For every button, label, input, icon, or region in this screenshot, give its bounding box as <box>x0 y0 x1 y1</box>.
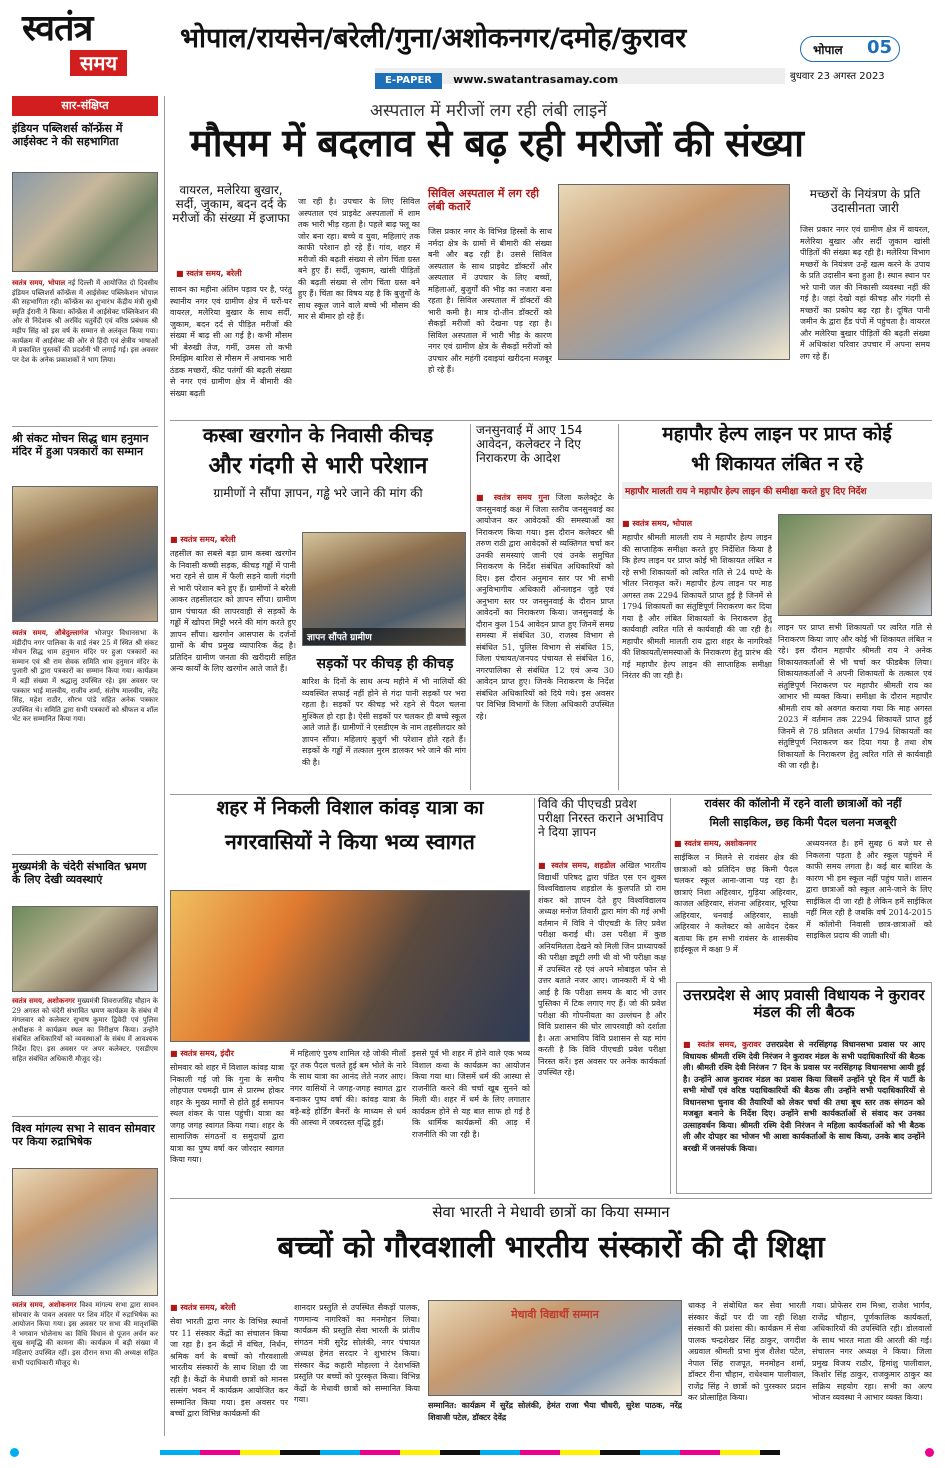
sidebar-item-dateline: स्वतंत्र समय, अशोकनगर <box>12 996 75 1005</box>
sidebar-item-dateline: स्वतंत्र समय, औबेदुल्लागंज <box>12 628 89 637</box>
kanwar-col-2: में महिलाएं पुरुष शामिल रहे जोकी मीलों दूर तक पैदल चलते हुई बम भोले के नारे के साथ यात्रा का आनंद लेते नजर आए। नगर वासियों ने जगह-जगह स्वागत द्वार बनाकर पुष्प वर्षा की। कांवड़ यात्रा के बड़े-बड़े होर्डिंग बैनरों के माध्यम से धर्म की आस्था में जबरदस्त वृद्धि हुई। <box>290 1049 406 1127</box>
lead-photo <box>558 184 790 360</box>
kasba-deck: ग्रामीणों ने सौंपा ज्ञापन, गड्ढे भरे जाने की मांग की <box>213 486 423 501</box>
sidebar-item <box>12 122 158 422</box>
mahapaur-col-2: लाइन पर प्राप्त सभी शिकायतों पर त्वरित गति से निराकरण किया जाए और कोई भी शिकायत लंबित न रहे। इस दौरान महापौर श्रीमती राय ने अनेक शिकायतकर्ताओं से भी चर्चा कर फीडबैक लिया। शिकायतकर्ताओं ने अपनी शिकायतों के तत्काल एवं संतुष्टिपूर्ण निराकरण पर महापौर श्रीमती राय का आभार भी व्यक्त किया। समीक्षा के दौरान महापौर श्रीमती राय को अवगत कराया गया कि माह अगस्त 2023 में वर्तमान तक 2294 शिकायतें प्राप्त हुई जिनमें से 78 प्रतिशत अर्थात 1794 शिकायतों का संतुष्टिपूर्ण निराकरण कर दिया गया है तथा शेष शिकायतों के निराकरण हेतु त्वरित गति से कार्यवाही की जा रही है। <box>778 623 932 770</box>
up-body: उत्तरप्रदेश से नरसिंहगढ़ विधानसभा प्रवास पर आए विधायक श्रीमती रश्मि देवी निरंजन ने कुरावर मंडल के सभी पदाधिकारियों की बैठक ली। श्रीमती रश्मि देवी निरंजन 7 दिन के प्रवास पर नरसिंहगढ़ विधानसभा आयी हुई है। उन्होंने आज कुरावर मंडल का प्रवास किया जिसमें उन्होंने पूरे दिन में पार्टी के सभी मोर्चों एवं वरिष्ठ पदाधिकारियों की बैठक ली। उन्होंने सभी पदाधिकारियों से विधानसभा चुनाव की तैयारियों को लेकर चर्चा की तथा बूथ स्तर तक संगठन को मजबूत बनाने के निर्देश दिए। उन्होंने सभी कार्यकर्ताओं से संवाद कर उनका उत्साहवर्धन किया। श्रीमती रश्मि देवी निरंजन ने महिला कार्यकर्ताओं को भी बैठक ली और दोपहर का भोजन भी आशा कार्यकर्ताओं के साथ किया, उनके बाद उन्होंने बरखी में जनसंपर्क किया। <box>683 1039 925 1153</box>
sidebar-item-text <box>12 278 158 422</box>
up-headline: उत्तरप्रदेश से आए प्रवासी विधायक ने कुरावर मंडल की ली बैठक <box>683 986 925 1022</box>
seva-photo-banner: मेधावी विद्यार्थी सम्मान <box>511 1308 599 1321</box>
color-strip <box>160 1450 780 1455</box>
sidebar-item-title: श्री संकट मोचन सिद्ध धाम हनुमान मंदिर में हुआ पत्रकारों का सम्मान <box>12 432 149 458</box>
seva-photo <box>428 1300 682 1396</box>
lead-deck: वायरल, मलेरिया बुखार, सर्दी, जुकाम, बदन दर्द के मरीजों की संख्या में इजाफा <box>172 183 290 225</box>
sidebar-item-dateline: स्वतंत्र समय, भोपाल <box>12 278 66 287</box>
mahapaur-byline: ■ स्वतंत्र समय, भोपाल <box>622 518 692 529</box>
sidebar-item-body: मुख्यमंत्री शिवराजसिंह चौहान के 29 अगस्त को चंदेरी संभावित भ्रमण कार्यक्रम के संबंध में मंगलवार को कलेक्टर सुभाष कुमार द्विवेदी एवं पुलिस अधीक्षक ने कार्यक्रम स्थल का निरीक्षण किया। उन्होंने संबंधित अधिकारियों को व्यवस्थाओं के संबंध में आवश्यक निर्देश दिए। इस अवसर पर अपर कलेक्टर, एसडीएम सहित संबंधित अधिकारी मौजूद रहे। <box>12 997 158 1063</box>
sidebar-item-text <box>12 1300 158 1436</box>
vivi-headline: विवि की पीएचडी प्रवेश परीक्षा निरस्त कराने अभाविप ने दिया ज्ञापन <box>538 797 664 839</box>
rawsar-col-1: साईकिल न मिलने से रावंसर क्षेत्र की छात्राओं को प्रतिदिन छह किमी पैदल चलकर स्कूल आना-जाना पड़ रहा है। छात्राएं निशा अहिरवार, गुड़िया अहिरवार, काजल अहिरवार, संजना अहिरवार, भूरिया अहिरवार, धनवाई अहिरवार, साक्षी अहिरवार ने कलेक्टर को आवेदन देकर बताया कि हम सभी रावंसर के शासकीय हाईस्कूल में कक्षा 9 में <box>674 853 798 954</box>
sidebar-photo <box>12 906 158 992</box>
vivi-text <box>538 860 666 1194</box>
edition-date: बुधवार 23 अगस्त 2023 <box>790 71 885 82</box>
kanwar-headline-2: नगरवासियों ने किया भव्य स्वागत <box>225 829 475 854</box>
masthead <box>0 0 945 92</box>
lead-col-1: सावन का महीना अंतिम पड़ाव पर है, परंतु स्थानीय नगर एवं ग्रामीण क्षेत्र में घरों-घर वायरल, मलेरिया बुखार के साथ सर्दी, जुकाम, बदन दर्द से पीड़ित मरीजों की संख्या में बाढ़ सी आ गई है। कभी मौसम भी बेरुखी तेज, गर्मी, उमस तो कभी रिमझिम बारिश से मौसम में अचानक भारी ठंडक मच्छरों, कीट पतंगों की बढ़ती संख्या से नगर एवं ग्रामीण क्षेत्र में बीमारी की संख्या बढ़ती <box>170 285 292 398</box>
seva-col-1: सेवा भारती द्वारा नगर के विभिन्न स्थानों पर 11 संस्कार केंद्रों का संचालन किया जा रहा है। इन केंद्रों में वंचित, निर्धन, श्रमिक वर्ग के बच्चों को गौरवशाली भारतीय संस्कारों के साथ शिक्षा दी जा रही है। केंद्रों के मेधावी छात्रों को मानस सत्संग भवन में कार्यक्रम आयोजित कर सम्मानित किया गया। इस अवसर पर बच्चों द्वारा विभिन्न कार्यक्रमों की <box>170 1317 288 1418</box>
rawsar-story <box>674 798 932 978</box>
sidebar-item-title: विश्व मांगल्य सभा ने सावन सोमवार पर किया रुद्राभिषेक <box>12 1122 155 1148</box>
registration-mark <box>925 1448 934 1457</box>
vivi-byline: ■ स्वतंत्र समय, शहडोल <box>538 861 616 870</box>
divider <box>618 424 619 790</box>
up-byline: ■ स्वतंत्र समय, कुरावर <box>683 1040 761 1049</box>
sidebar-item-body: भोजपुर विधानसभा के मंडीदीप नगर पालिका के वार्ड नंबर 25 में स्थित श्री संकट मोचन सिद्ध धाम हनुमान मंदिर पर हुआ पत्रकारों का सम्मान एवं श्री राम सेवक समिति धाम हनुमान मंदिर के पुजारी श्री द्वारा पत्रकारों का सम्मान किया गया। कार्यक्रम में बड़ी संख्या में श्रद्धालु उपस्थित रहे। इस अवसर पर पत्रकार भाई मालवीय, राजीव शर्मा, संतोष मालवीय, नरेंद्र सिंह, महेश राठौर, सौरभ पांडे सहित अनेक पत्रकार उपस्थित थे। समिति द्वारा सभी पत्रकारों को श्रीफल व शॉल भेंट कर सम्मानित किया गया। <box>12 629 158 724</box>
rawsar-byline: ■ स्वतंत्र समय, अशोकनगर <box>674 838 756 849</box>
lead-col-2: जा रही है। उपचार के लिए सिविल अस्पताल एवं प्राइवेट अस्पतालों में शाम तक भारी भीड़ रहता है। पहले बाढ़ फ्लू का जोर बना रहा। बच्चे व युवा, महिलाएं तक काफी परेशान हो रहे हैं। गांव, शहर में मरीजों की बढ़ती संख्या से लोग चिंता ग्रस्त बने हुए हैं। सर्दी, जुकाम, खांसी पीड़ितों की बढ़ती संख्या से लोग चिंता ग्रस्त बने हुए हैं। चिंता का विषय यह है कि बुजुर्गों के साथ स्कूल जाने वाले बच्चे भी मौसम की मार से बीमार हो रहे हैं। <box>298 197 420 321</box>
registration-marks <box>0 1446 945 1460</box>
kanwar-story <box>170 798 530 1194</box>
masthead-bar <box>375 68 785 84</box>
page-number: 05 <box>867 37 893 58</box>
sidebar-photo <box>12 486 158 622</box>
jansunwai-text <box>476 492 614 790</box>
sidebar-item-title: इंडियन पब्लिशर्स कॉन्फ्रेंस में आईसेक्ट ने की सहभागिता <box>12 122 123 148</box>
jansunwai-body: जिला कलेक्ट्रेट के जनसुनवाई कक्ष में जिला स्तरीय जनसुनवाई का आयोजन कर आवेदकों की समस्याओं का निराकरण किया गया। इस दौरान कलेक्टर श्री तरुण राठी द्वारा आवेदकों से व्यक्तिगत चर्चा कर उनकी समस्याएं जानी एवं उनके समुचित निराकरण के निर्देश संबंधित अधिकारियों को दिए। इस दौरान अनुमान स्तर पर भी सभी अनुविभागीय अधिकारी ऑनलाइन जुड़े एवं अनुभाग स्तर पर जनसुनवाई के दौरान प्राप्त आवेदनों का निराकरण किया। जनसुनवाई के दौरान कुल 154 आवेदन प्राप्त हुए जिनमें समग्र समस्या में संबंधित 30, राजस्व विभाग से संबंधित 51, पुलिस विभाग से संबंधित 15, जिला पंचायत/जनपद पंचायत से संबंधित 16, नगरपालिका से संबंधित 12 एवं अन्य 30 आवेदन प्राप्त हुए। जिनके निराकरण के निर्देश संबंधित अधिकारियों को दिये गये। इस अवसर पर विभिन्न विभागों के जिला अधिकारी उपस्थित रहे। <box>476 493 614 721</box>
lead-subhead-1: सिविल अस्पताल में लग रही लंबी कतारें <box>428 187 539 213</box>
masthead-cities: भोपाल/रायसेन/बरेली/गुना/अशोकनगर/दमोह/कुरावर <box>180 23 687 54</box>
logo-bottom-text: समय <box>70 50 127 76</box>
divider <box>670 798 671 1194</box>
seva-byline: ■ स्वतंत्र समय, बरेली <box>170 1302 236 1313</box>
kanwar-col-1: सोमवार को शहर में विशाल कांवड़ यात्रा निकाली गई जो कि गुना के समीप लोहपाल पचमढ़ी ग्राम से प्रारम्भ होकर शहर के मुख्य मार्गों से होते हुई समापन स्थल शंकर के पास पहुंची। यात्रा का जगह जगह स्वागत किया गया। शहर के सामाजिक संगठनों व समुदायों द्वारा यात्रा का पुष्प वर्षा कर जोरदार स्वागत किया गया। <box>170 1063 284 1164</box>
kasba-headline-2: और गंदगी से भारी परेशान <box>208 453 428 479</box>
kasba-photo <box>302 532 466 646</box>
jansunwai-headline: जनसुनवाई में आए 154 आवेदन, कलेक्टर ने दिए निराकरण के आदेश <box>476 423 583 465</box>
divider <box>12 426 158 427</box>
vivi-story <box>538 798 666 1194</box>
mahapaur-story <box>622 424 932 790</box>
mahapaur-headline-1: महापौर हेल्प लाइन पर प्राप्त कोई <box>662 423 892 445</box>
kasba-byline: ■ स्वतंत्र समय, बरेली <box>170 534 236 545</box>
logo <box>22 8 162 86</box>
lead-col-3: जिस प्रकार नगर के विभिन्न हिस्सों के साथ नर्मदा क्षेत्र के ग्रामों में बीमारी की संख्या बनी और बढ़ रही है। उससे सिविल अस्पताल के साथ प्राइवेट डॉक्टरों और अस्पताल में उपचार के लिए बच्चों, महिलाओं, बुजुर्गों की भीड़ का नजारा बना रहता है। सिविल अस्पताल में डॉक्टरों की भारी कमी है। मात्र दो-तीन डॉक्टरों को सैकड़ों मरीजों को देखना पड़ रहा है। सिविल अस्पताल में भारी भीड़ के कारण नगर एवं ग्रामीण क्षेत्र के सैकड़ों मरीजों को उपचार और महंगी दवाइयां खरीदना मजबूर हो रहे हैं। <box>428 227 552 374</box>
website-link[interactable]: www.swatantrasamay.com <box>453 73 619 86</box>
kasba-col-2: बारिश के दिनों के साथ अन्य महीने में भी नालियों की व्यवस्थित सफाई नहीं होने से गंदा पानी सड़कों पर भरा रहता है। सड़कों पर कीचड़ भरे रहने से पैदल चलना मुश्किल हो रहा है। ऐसी सड़कों पर चलकर ही बच्चे स्कूल आते जाते हैं। ग्रामीणों ने एसडीएम के नाम तहसीलदार को ज्ञापन सौंपा। महिलाएं बुजुर्ग भी परेशान होते रहते हैं। सड़कों के गड्ढों में तत्काल मुरम डालकर भरे जाने की मांग की है। <box>302 677 466 767</box>
mahapaur-col-1: महापौर श्रीमती मालती राय ने महापौर हेल्प लाइन की साप्ताहिक समीक्षा करते हुए निर्देशित किया है कि हेल्प लाइन पर प्राप्त कोई भी शिकायत लंबित न रहे सभी शिकायतों को त्वरित गति से 24 घण्टे के भीतर निराकृत करें। महापौर हेल्प लाइन पर माह अगस्त तक 2294 शिकायतें प्राप्त हुई है जिनमें से 1794 शिकायतों का संतुष्टिपूर्ण निराकरण कर दिया गया है और लंबित शिकायतों के निराकरण हेतु कार्यवाही त्वरित गति से कार्यवाही की जा रही है। महापौर श्रीमती मालती राय द्वारा शहर के नागरिकों की शिकायतों/समस्याओं के निराकरण हेतु प्रारंभ की गई महापौर हेल्प लाइन की साप्ताहिक समीक्षा निरंतर की जा रही है। <box>622 533 772 680</box>
rawsar-col-2: अध्ययनरत है। हमें सुबह 6 बजे घर से निकलना पड़ता है और स्कूल पहुंचने में काफी समय लगता है। कई बार बारिश के कारण भी हम स्कूल नहीं पहुंच पाते। शासन द्वारा छात्राओं को स्कूल आने-जाने के लिए साईकिल दी जा रही है लेकिन हमें साईकिल नहीं मिल रही है जबकि वर्ष 2014-2015 में कॉलोनी निवासी छात्र-छात्राओं को साइकिल प्रदाय की जाती थी। <box>806 839 932 940</box>
seva-col-4: गया। प्रोफेसर राम मिश्रा, राजेश भार्गव, राजेंद्र चौहान, पूर्णकालिक कार्यकर्ता, अधिकारियों की उपस्थिति रही। डोलवालों के साथ भारत माता की आरती की गई। संचालन नगर अध्यक्ष ने किया। जिला प्रमुख विजय राठौर, हिमांशु पालीवाल, किशोर सिंह ठाकुर, राजकुमार ठाकुर का सक्रिय सहयोग रहा। सभी का अल्प भोजन व्यवस्था ने आभार व्यक्त किया। <box>812 1301 932 1402</box>
sidebar-item-text <box>12 996 158 1110</box>
sidebar-item <box>12 860 158 1110</box>
kanwar-col-3: इससे पूर्व भी शहर में होने वाले एक भव्य विशाल कथा के कार्यक्रम का आयोजन किया गया था। जिसमें धर्म की आस्था से राजनीति करने की चर्चा खूब सुनने को मिली थी। शहर में धर्म के लिए लगातार कार्यक्रम होने से यह बात साफ हो गई है कि धार्मिक कार्यक्रमों की आड़ में राजनीति की जा रही है। <box>412 1049 530 1139</box>
lead-headline: मौसम में बदलाव से बढ़ रही मरीजों की संख्या <box>190 121 804 165</box>
kasba-photo-caption: ज्ञापन सौंपते ग्रामीण <box>303 628 465 645</box>
divider <box>470 424 471 790</box>
up-text <box>683 1039 925 1189</box>
lead-kicker: अस्पताल में मरीजों लग रही लंबी लाइनें <box>370 101 607 121</box>
registration-mark <box>10 1448 19 1457</box>
kanwar-byline: ■ स्वतंत्र समय, इंदौर <box>170 1048 234 1059</box>
sidebar <box>12 96 158 1436</box>
edition-name: भोपाल <box>813 43 843 57</box>
jansunwai-story <box>476 424 614 790</box>
seva-col-3: धाकड़ ने संबोधित कर सेवा भारती संस्कार केंद्रों पर दी जा रही शिक्षा संस्कारों की प्रशंसा की। कार्यक्रम में सेवा पालक चन्द्रशेखर सिंह ठाकुर, जगदीश अग्रवाल श्रीमती प्रभा मुंज शैलेश पटेल, नेपाल सिंह राजपूत, मनमोहन शर्मा, डॉक्टर रीना चौहान, राधेश्याम पालीवाल, राजेंद्र सिंह ने छात्रों को पुरस्कार प्रदान कर प्रोत्साहित किया। <box>688 1301 806 1402</box>
lead-byline: ■ स्वतंत्र समय, बरेली <box>176 268 242 279</box>
sidebar-header: सार-संक्षिप्त <box>12 96 158 116</box>
divider <box>170 1198 932 1199</box>
kasba-subhead: सड़कों पर कीचड़ ही कीचड़ <box>316 656 454 672</box>
sidebar-item-dateline: स्वतंत्र समय, अशोकनगर <box>12 1300 77 1309</box>
mahapaur-photo <box>778 514 932 616</box>
sidebar-item <box>12 432 158 848</box>
seva-headline: बच्चों को गौरवशाली भारतीय संस्कारों की दी शिक्षा <box>277 1230 825 1266</box>
jansunwai-byline: ■ स्वतंत्र समय गुना <box>476 493 549 502</box>
sidebar-rule <box>164 96 165 1436</box>
seva-story <box>170 1204 932 1440</box>
mahapaur-headline-2: भी शिकायत लंबित न रहे <box>691 452 863 475</box>
sidebar-item-body: नई दिल्ली में आयोजित दो दिवसीय इंडियन पब्लिशर्स कॉन्फ्रेंस में आईसेक्ट पब्लिकेशन भोपाल की सहभागिता रही। कॉन्फ्रेंस का शुभारंभ केंद्रीय मंत्री सुश्री स्मृति ईरानी ने किया। कॉन्फ्रेंस में आईसेक्ट पब्लिकेशन की ओर से निदेशक श्री अरविंद चतुर्वेदी एवं वरिष्ठ प्रबंधक श्री महीप सिंह को इस वर्ष के सम्मान से अलंकृत किया गया। कार्यक्रम में आईसेक्ट की ओर से हिंदी एवं क्षेत्रीय भाषाओं में प्रकाशित पुस्तकों की प्रदर्शनी भी लगाई गई। इस अवसर पर देश के अनेक प्रकाशकों ने भाग लिया। <box>12 279 158 364</box>
sidebar-photo <box>12 172 158 272</box>
edition-box <box>800 36 900 62</box>
kasba-headline-1: कस्बा खरगोन के निवासी कीचड़ <box>202 423 434 447</box>
vivi-body: अखिल भारतीय विद्यार्थी परिषद द्वारा पंडित एस एन शुक्ल विश्वविद्यालय शहडोल के कुलपति प्रो राम शंकर को ज्ञापन देते हुए विश्वविद्यालय अध्यक्ष मनोज तिवारी द्वारा मांग की गई अभी वर्तमान में विवि ने पीएचडी के लिए प्रवेश परीक्षा कराई थी। उस परीक्षा में कुछ अनियमितता देखने को मिली जिन प्राध्यापकों की परीक्षा ड्यूटी लगी थी वो भी परीक्षा कक्ष में उपस्थित रहे एवं अपने मोबाइल फोन से उत्तर बताते नजर आए। जानकारी में ये भी आई है कि परीक्षा समय के बाद भी उत्तर पुस्तिका में टिक लगाए गए हैं। जो की प्रवेश परीक्षा की गोपनीयता का उल्लंघन है और विवि प्रशासन की घोर लापरवाही को दर्शाता है। अतः अभाविप विवि प्रशासन से यह मांग करती है कि विवि पीएचडी प्रवेश परीक्षा निरस्त करें। इस अवसर पर अनेक कार्यकर्ता उपस्थित रहे। <box>538 861 666 1077</box>
sidebar-item-body: विश्व मांगल्य सभा द्वारा सावन सोमवार के पावन अवसर पर शिव मंदिर में रुद्राभिषेक का आयोजन किया गया। इस अवसर पर सभा की मातृशक्ति ने भगवान भोलेनाथ का विधि विधान से पूजन अर्चन कर सुख समृद्धि की कामना की। कार्यक्रम में बड़ी संख्या में महिलाएं उपस्थित रहीं। इस दौरान सभा की अध्यक्ष सहित सभी पदाधिकारी मौजूद थे। <box>12 1301 158 1367</box>
lead-story <box>170 96 932 416</box>
seva-photo-caption: सम्मानित: कार्यक्रम में सुरेंद्र सोलंकी, हेमंत राजा भैया चौधरी, सुरेश पाठक, नरेंद्र शिवाजी पटेल, डॉक्टर देवेंद्र <box>428 1400 682 1422</box>
mahapaur-deck: महापौर मालती राय ने महापौर हेल्प लाइन की समीक्षा करते हुए दिए निर्देश <box>622 482 932 499</box>
divider <box>12 1116 158 1117</box>
kanwar-photo <box>170 890 530 1042</box>
kanwar-headline-1: शहर में निकली विशाल कांवड़ यात्रा का <box>216 797 484 819</box>
divider <box>170 420 932 421</box>
rawsar-headline-2: मिली साइकिल, छह किमी पैदल चलना मजबूरी <box>709 815 897 829</box>
epaper-label: E-PAPER <box>375 73 442 89</box>
seva-col-2: शानदार प्रस्तुति से उपस्थित सैकड़ों पालक, गणमान्य नागरिकों का मनमोहन लिया। कार्यक्रम की प्रस्तुति सेवा भारती के प्रांतीय संगठन मंत्री सुरेंद्र सोलंकी, नगर पंचायत अध्यक्ष हेमंत सरदार ने शुभारंभ किया। संस्कार केंद्र कहारी मोहल्ला ने देशभक्ति प्रस्तुति पर बच्चों को पुरस्कृत किया। विभिन्न केंद्रों के मेधावी छात्रों को सम्मानित किया गया। <box>294 1303 420 1404</box>
lead-col-4: जिस प्रकार नगर एवं ग्रामीण क्षेत्र में वायरल, मलेरिया बुखार और सर्दी जुकाम खांसी पीड़ितों की संख्या बढ़ रही है। मलेरिया विभाग मच्छरों के नियंत्रण उन्हें खत्म करने के उपाय के प्रति उदासीन बना हुआ है। स्थान स्थान पर भरे पानी जल की निकासी व्यवस्था नहीं की गई है। जहां देखो वहां कीचड़ और गंदगी से मच्छरों का प्रकोप बढ़ रहा है। दूषित पानी जमीन के द्वारा हैंड पंपों में पहुंचता है। वायरल और मलेरिया बुखार पीड़ितों की बढ़ती संख्या में अधिकांश परिवार उपचार में अपना समय लग रहे हैं। <box>800 225 930 361</box>
rawsar-headline-1: रावंसर की कॉलोनी में रहने वाली छात्राओं को नहीं <box>704 797 902 810</box>
sidebar-item-text <box>12 628 158 844</box>
logo-top-text: स्वतंत्र <box>22 8 93 49</box>
lead-subhead-2: मच्छरों के नियंत्रण के प्रति उदासीनता जारी <box>809 187 921 215</box>
sidebar-item <box>12 1122 158 1436</box>
sidebar-photo <box>12 1168 158 1296</box>
divider <box>12 854 158 855</box>
divider <box>534 798 535 1194</box>
sidebar-item-title: मुख्यमंत्री के चंदेरी संभावित भ्रमण के लिए देखी व्यवस्थाएं <box>12 860 147 886</box>
seva-kicker: सेवा भारती ने मेधावी छात्रों का किया सम्मान <box>432 1203 670 1221</box>
up-story <box>676 982 932 1194</box>
kasba-col-1: तहसील का सबसे बड़ा ग्राम कस्बा खरगोन के निवासी कच्ची सड़क, कीचड़ गड्ढों में पानी भरा रहने से ग्राम में फैली सड़ने वाली गंदगी से भारी परेशान बने हुए हैं। ग्रामीणों ने बरेली आकर तहसीलदार को ज्ञापन सौंपा। ग्रामीण ग्राम पंचायत की लापरवाही से सड़कों के गड्ढों में खोपरा मिट्टी भरने की मांग करते हुए ज्ञापन सौंपा। खरगोन आसपास के दर्जनों ग्रामों के बीच प्रमुख व्यापारिक केंद्र है। प्रतिदिन ग्रामीण जनता की खरीदारी सहित अन्य कार्यों के लिए खरगोन आते जाते हैं। <box>170 549 296 673</box>
divider <box>170 794 932 795</box>
